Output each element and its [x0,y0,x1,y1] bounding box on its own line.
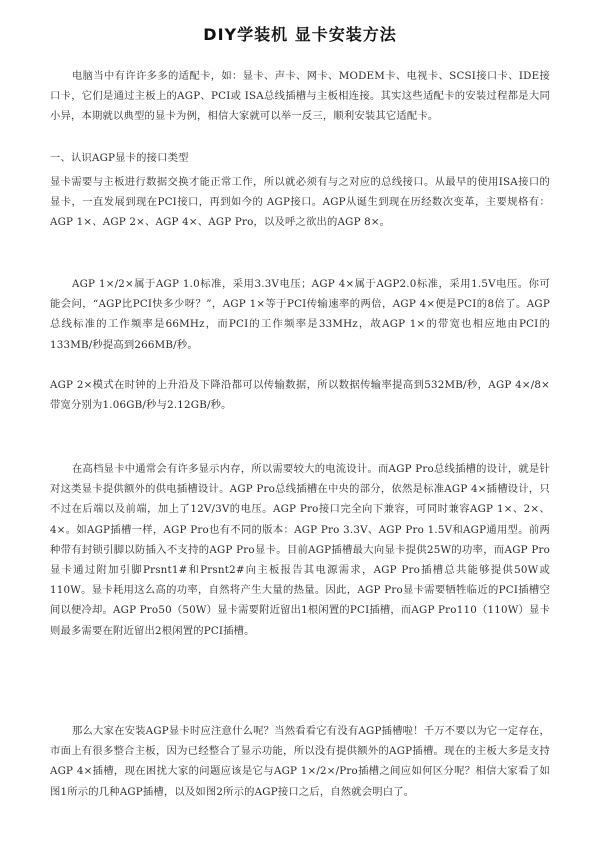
paragraph-agp-bandwidth: AGP 2×模式在时钟的上升沿及下降沿都可以传输数据，所以数据传输率提高到532MB/秒，AGP 4×/8×带宽分别为1.06GB/秒与2.12GB/秒。 [50,379,550,412]
page-title: DIY学装机 显卡安装方法 [203,25,397,44]
paragraph-agp-standards: AGP 1×/2×属于AGP 1.0标准，采用3.3V电压；AGP 4×属于AGP2.0标准，采用1.5V电压。你可能会问，“AGP比PCI快多少呀？”，AGP 1×等于PCI传输速率的两倍，AGP 4×便是PCI的8倍了。AGP总线标准的工作频率是66MHz，而PCI的工作频率是33MHz，故AGP 1×的带宽也相应地由PCI的133MB/秒提高到266MB/秒。 [50,278,550,351]
paragraph-installation-notes: 那么大家在安装AGP显卡时应注意什么呢？当然看看它有没有AGP插槽啦！千万不要以为它一定存在，市面上有很多整合主板，因为已经整合了显示功能，所以没有提供额外的AGP插槽。现在的主板大多是支持AGP 4×插槽，现在困扰大家的问题应该是它与AGP 1×/2×/Pro插槽之间应如何区分呢？相信大家看了如图1所示的几种AGP插槽，以及如图2所示的AGP接口之后，自然就会明白了。 [50,725,550,798]
paragraph-agp-pro: 在高档显卡中通常会有许多显示内存，所以需要较大的电流设计。而AGP Pro总线插槽的设计，就是针对这类显卡提供额外的供电插槽设计。AGP Pro总线插槽在中央的部分，依然是标准AGP 4×插槽设计，只不过在后端以及前端，加上了12V/3V的电压。AGP Pro接口完全向下兼容，可同时兼容AGP 1×、2×、4×。如AGP插槽一样，AGP Pro也有不同的版本：AGP Pro 3.3V、AGP Pro 1.5V和AGP通用型。前两种带有封锁引脚以防插入不支持的AGP Pro显卡。目前AGP插槽最大向显卡提供25W的功率，而AGP Pro显卡通过附加引脚Prsnt1#和Prsnt2#向主板报告其电源需求，AGP Pro插槽总共能够提供50W或110W。显卡耗用这么高的功率，自然将产生大量的热量。因此，AGP Pro显卡需要牺牲临近的PCI插槽空间以便冷却。AGP Pro50（50W）显卡需要附近留出1根闲置的PCI插槽，而AGP Pro110（110W）显卡则最多需要在附近留出2根闲置的PCI插槽。 [50,463,550,637]
section-heading: 一、认识AGP显卡的接口类型 [50,152,189,164]
paragraph-intro: 电脑当中有许许多多的适配卡，如：显卡、声卡、网卡、MODEM卡、电视卡、SCSI接口卡、IDE接口卡，它们是通过主板上的AGP、PCI或 ISA总线插槽与主板相连接。其实这些适配卡的安装过程都是大同小异，本期就以典型的显卡为例，相信大家就可以举一反三，顺利安装其它适配卡。 [50,70,550,123]
paragraph-interface-types: 显卡需要与主板进行数据交换才能正常工作，所以就必须有与之对应的总线接口。从最早的使用ISA接口的显卡，一直发展到现在PCI接口，再到如今的 AGP接口。AGP从诞生到现在历经数次变革，主要规格有：AGP 1×、AGP 2×、AGP 4×、AGP Pro，以及呼之欲出的AGP 8×。 [50,176,550,229]
